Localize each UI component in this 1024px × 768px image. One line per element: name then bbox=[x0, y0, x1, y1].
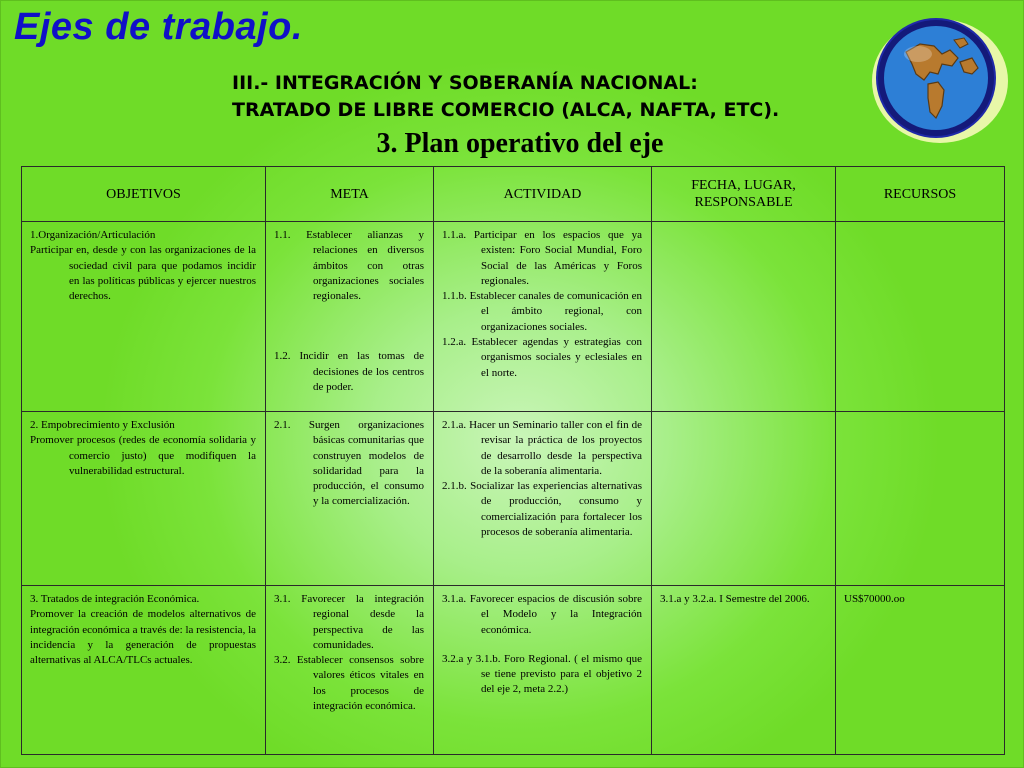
actividad-item: 3.2.a y 3.1.b. Foro Regional. ( el mismo que se tiene previsto para el objetivo 2 del eje 2, meta 2.2.) bbox=[442, 652, 642, 696]
objetivo-heading: 2. Empobrecimiento y Exclusión bbox=[30, 419, 175, 431]
cell-fecha bbox=[652, 586, 836, 755]
header-recursos: RECURSOS bbox=[836, 167, 1005, 222]
header-actividad: ACTIVIDAD bbox=[434, 167, 652, 222]
subtitle-line-1: III.- INTEGRACIÓN Y SOBERANÍA NACIONAL: bbox=[232, 72, 698, 94]
section-subtitle bbox=[232, 70, 779, 124]
plan-title: 3. Plan operativo del eje bbox=[376, 128, 664, 159]
objetivo-text: Participar en, desde y con las organizaciones de la sociedad civil para que podamos incidir en las políticas públicas y ejercer nuestros derechos. bbox=[30, 244, 256, 303]
cell-recursos bbox=[836, 222, 1005, 412]
cell-fecha bbox=[652, 222, 836, 412]
cell-meta bbox=[266, 586, 434, 755]
cell-actividad bbox=[434, 222, 652, 412]
actividad-item: 2.1.a. Hacer un Seminario taller con el fin de revisar la práctica de los proyectos de desarrollo desde la perspectiva de la soberanía alimentaria. bbox=[442, 419, 642, 477]
table-row bbox=[22, 412, 1005, 586]
objetivo-text: Promover la creación de modelos alternativos de integración económica a través de: la resistencia, la incidencia y la generación de propuestas alternativas al ALCA/TLCs actuales. bbox=[30, 608, 257, 667]
header-meta: META bbox=[266, 167, 434, 222]
cell-meta bbox=[266, 222, 434, 412]
cell-fecha bbox=[652, 412, 836, 586]
meta-item: 3.2. Establecer consensos sobre valores éticos vitales en los procesos de integración económica. bbox=[274, 654, 424, 713]
cell-objetivo bbox=[22, 222, 266, 412]
cell-actividad bbox=[434, 412, 652, 586]
cell-meta bbox=[266, 412, 434, 586]
actividad-item: 1.2.a. Establecer agendas y estrategias con organismos sociales y eclesiales en el norte. bbox=[442, 336, 642, 379]
subtitle-line-2: TRATADO DE LIBRE COMERCIO (ALCA, NAFTA, ETC). bbox=[232, 99, 780, 121]
actividad-item: 3.1.a. Favorecer espacios de discusión sobre el Modelo y la Integración económica. bbox=[442, 593, 642, 636]
page-title: Ejes de trabajo. bbox=[14, 6, 303, 48]
actividad-item: 1.1.a. Participar en los espacios que ya existen: Foro Social Mundial, Foro Social de las Américas y Foros regionales. bbox=[442, 229, 642, 287]
plan-table bbox=[21, 166, 1005, 755]
objetivo-heading: 3. Tratados de integración Económica. bbox=[30, 593, 200, 605]
actividad-item: 1.1.b. Establecer canales de comunicación en el ámbito regional, con organizaciones sociales. bbox=[442, 290, 642, 333]
meta-item: 2.1. Surgen organizaciones básicas comunitarias que construyen modelos de solidaridad para la producción, el consumo y la comercialización. bbox=[274, 419, 424, 508]
table-row bbox=[22, 586, 1005, 755]
meta-item: 1.1. Establecer alianzas y relaciones en diversos ámbitos con otras organizaciones sociales regionales. bbox=[274, 229, 424, 303]
cell-objetivo bbox=[22, 412, 266, 586]
table-header-row bbox=[22, 167, 1005, 222]
header-objetivos: OBJETIVOS bbox=[22, 167, 266, 222]
cell-recursos bbox=[836, 586, 1005, 755]
globe-icon bbox=[868, 14, 1008, 144]
objetivo-text: Promover procesos (redes de economía solidaria y comercio justo) que modifiquen la vulnerabilidad estructural. bbox=[30, 434, 256, 477]
cell-recursos bbox=[836, 412, 1005, 586]
actividad-item: 2.1.b. Socializar las experiencias alternativas de producción, consumo y comercialización para fortalecer los procesos de soberanía alimentaria. bbox=[442, 480, 642, 539]
cell-objetivo bbox=[22, 586, 266, 755]
fecha-text: 3.1.a y 3.2.a. I Semestre del 2006. bbox=[660, 593, 810, 605]
cell-actividad bbox=[434, 586, 652, 755]
table-row bbox=[22, 222, 1005, 412]
header-fecha: FECHA, LUGAR, RESPONSABLE bbox=[652, 167, 836, 222]
objetivo-heading: 1.Organización/Articulación bbox=[30, 229, 156, 241]
meta-item: 3.1. Favorecer la integración regional desde la perspectiva de las comunidades. bbox=[274, 593, 424, 651]
recursos-text: US$70000.oo bbox=[844, 593, 905, 605]
meta-item: 1.2. Incidir en las tomas de decisiones de los centros de poder. bbox=[274, 350, 424, 394]
